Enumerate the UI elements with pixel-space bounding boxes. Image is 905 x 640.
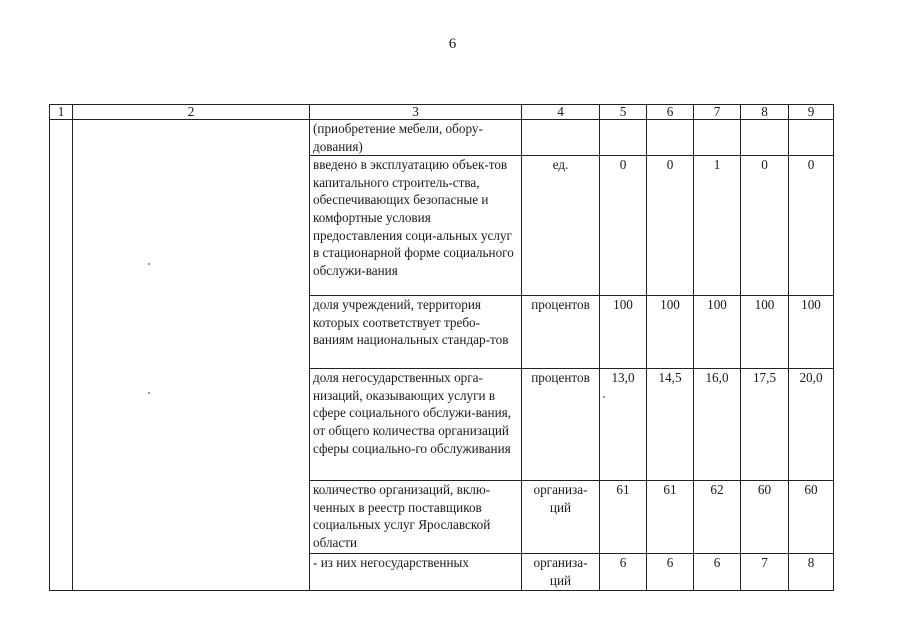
column-header-7: 7 bbox=[694, 105, 741, 120]
column-header-3: 3 bbox=[310, 105, 522, 120]
value-cell bbox=[694, 120, 741, 156]
column-header-2: 2 bbox=[73, 105, 310, 120]
scan-speck bbox=[148, 263, 150, 265]
indicator-description: введено в эксплуатацию объек-тов капитального строитель-ства, обеспечивающих безопасные и комфортные условия предоставления соци-альных услуг в стационарной форме социального обслужи-вания bbox=[310, 156, 522, 296]
column-header-1: 1 bbox=[50, 105, 73, 120]
value-cell: 20,0 bbox=[789, 369, 834, 481]
table-header-row bbox=[50, 105, 834, 120]
value-cell: 7 bbox=[741, 554, 789, 591]
indicator-description: (приобретение мебели, обору-дования) bbox=[310, 120, 522, 156]
unit-cell: организа-ций bbox=[522, 481, 600, 554]
table-row bbox=[50, 120, 834, 156]
value-cell: 100 bbox=[741, 296, 789, 369]
value-cell: 6 bbox=[694, 554, 741, 591]
column-header-5: 5 bbox=[600, 105, 647, 120]
value-cell: 0 bbox=[600, 156, 647, 296]
value-cell: 61 bbox=[647, 481, 694, 554]
indicator-description: доля учреждений, территория которых соответствует требо-ваниям национальных стандар-тов bbox=[310, 296, 522, 369]
indicator-table bbox=[49, 104, 834, 591]
value-cell: 60 bbox=[789, 481, 834, 554]
value-cell bbox=[789, 120, 834, 156]
value-cell: 0 bbox=[789, 156, 834, 296]
value-cell: 100 bbox=[600, 296, 647, 369]
value-cell: 100 bbox=[694, 296, 741, 369]
column-header-6: 6 bbox=[647, 105, 694, 120]
unit-cell: процентов bbox=[522, 296, 600, 369]
value-cell bbox=[741, 120, 789, 156]
value-cell: 60 bbox=[741, 481, 789, 554]
value-cell: 13,0 bbox=[600, 369, 647, 481]
indicator-description: количество организаций, вклю-ченных в реестр поставщиков социальных услуг Ярославской области bbox=[310, 481, 522, 554]
column-header-9: 9 bbox=[789, 105, 834, 120]
unit-cell: организа-ций bbox=[522, 554, 600, 591]
value-cell: 6 bbox=[647, 554, 694, 591]
scan-speck bbox=[603, 396, 605, 398]
column-1-cell bbox=[50, 120, 73, 591]
unit-cell: процентов bbox=[522, 369, 600, 481]
value-cell: 100 bbox=[789, 296, 834, 369]
value-cell: 1 bbox=[694, 156, 741, 296]
value-cell: 16,0 bbox=[694, 369, 741, 481]
value-cell: 8 bbox=[789, 554, 834, 591]
indicator-description: - из них негосударственных bbox=[310, 554, 522, 591]
column-header-4: 4 bbox=[522, 105, 600, 120]
unit-cell bbox=[522, 120, 600, 156]
indicator-description: доля негосударственных орга-низаций, оказывающих услуги в сфере социального обслужи-вания, от общего количества организаций сферы социально-го обслуживания bbox=[310, 369, 522, 481]
column-2-cell bbox=[73, 120, 310, 591]
value-cell: 0 bbox=[647, 156, 694, 296]
scan-speck bbox=[148, 392, 150, 394]
page-number: 6 bbox=[448, 36, 457, 52]
value-cell: 14,5 bbox=[647, 369, 694, 481]
unit-cell: ед. bbox=[522, 156, 600, 296]
value-cell: 6 bbox=[600, 554, 647, 591]
column-header-8: 8 bbox=[741, 105, 789, 120]
value-cell: 100 bbox=[647, 296, 694, 369]
value-cell: 61 bbox=[600, 481, 647, 554]
value-cell bbox=[600, 120, 647, 156]
value-cell: 17,5 bbox=[741, 369, 789, 481]
value-cell bbox=[647, 120, 694, 156]
value-cell: 0 bbox=[741, 156, 789, 296]
value-cell: 62 bbox=[694, 481, 741, 554]
